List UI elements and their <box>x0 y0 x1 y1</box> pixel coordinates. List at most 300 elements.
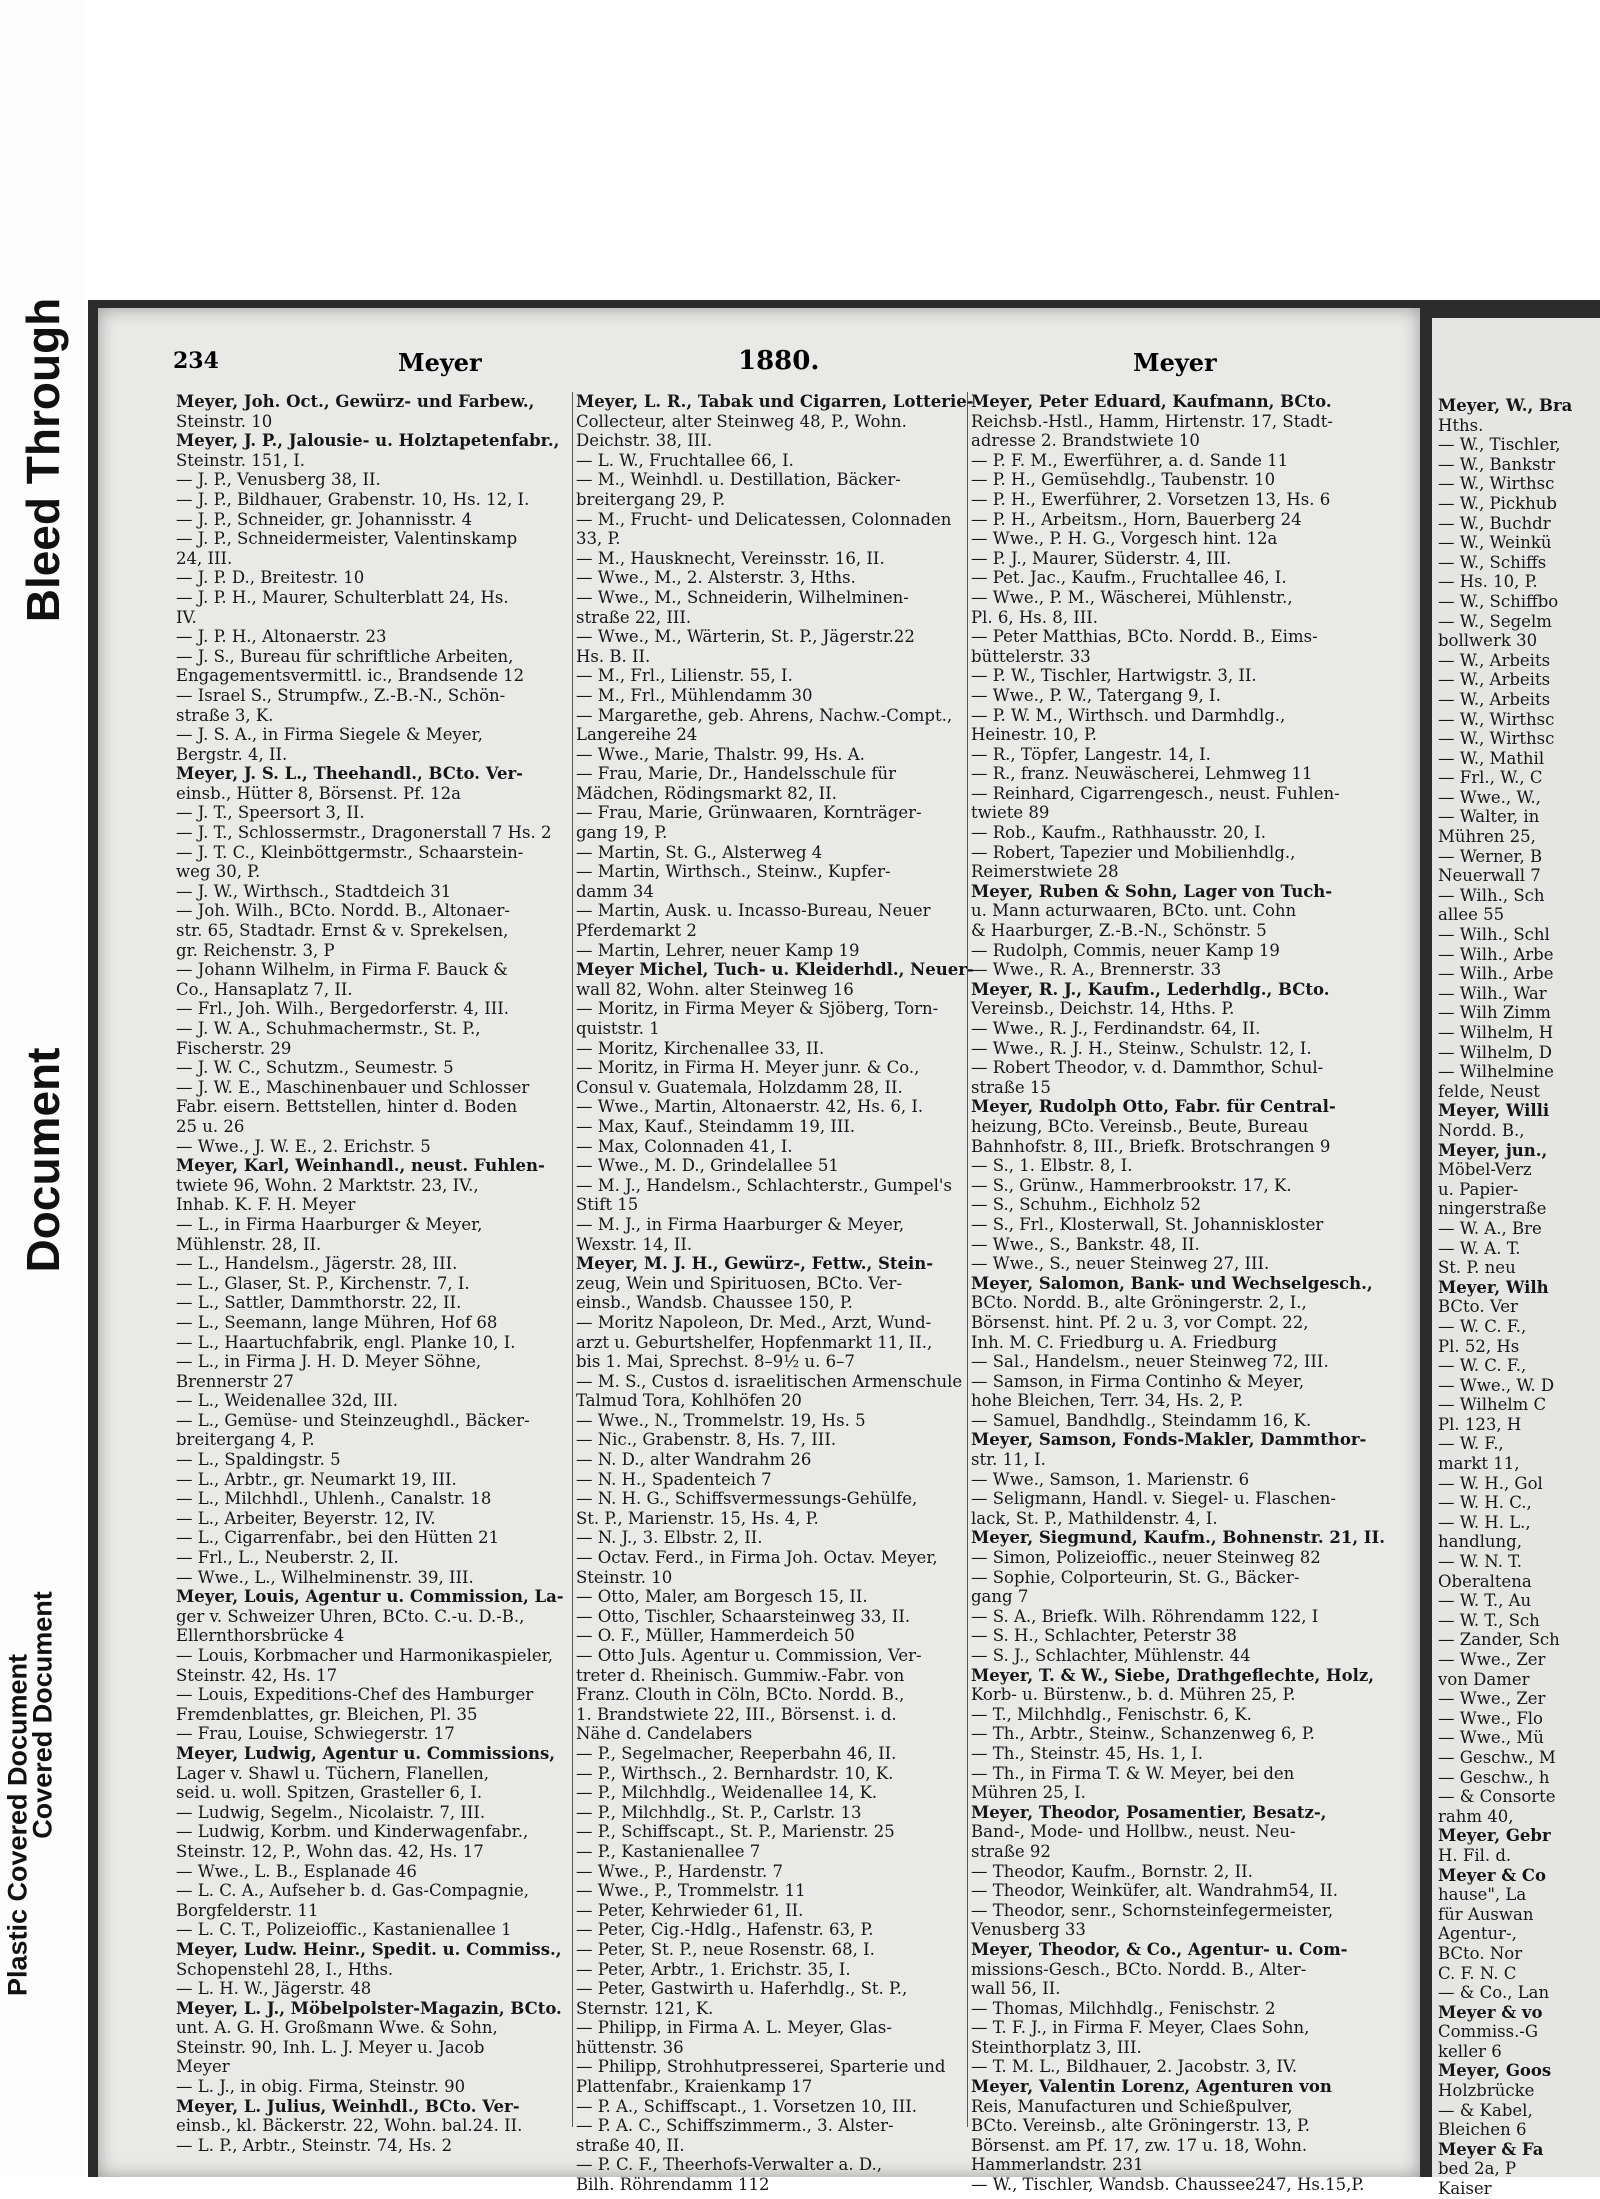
directory-entry-line: treter d. Rheinisch. Gummiw.-Fabr. von <box>576 1665 905 1685</box>
directory-entry-line: — Frau, Louise, Schwiegerstr. 17 <box>176 1724 455 1744</box>
directory-entry-line: lack, St. P., Mathildenstr. 4, I. <box>971 1508 1218 1528</box>
directory-entry-line: Steinstr. 10 <box>176 411 273 431</box>
directory-entry-line: Meyer, M. J. H., Gewürz-, Fettw., Stein- <box>576 1254 934 1274</box>
directory-entry-line: — Wwe., P. H. G., Vorgesch hint. 12a <box>971 529 1278 549</box>
directory-entry-line: — Robert Theodor, v. d. Dammthor, Schul- <box>971 1058 1324 1078</box>
directory-entry-line: — L. C. T., Polizeioffic., Kastanienallee 1 <box>176 1920 512 1940</box>
directory-entry-line: — Nic., Grabenstr. 8, Hs. 7, III. <box>576 1430 837 1450</box>
directory-entry-line: einsb., Wandsb. Chaussee 150, P. <box>576 1293 853 1313</box>
directory-entry-line: — P., Schiffscapt., St. P., Marienstr. 25 <box>576 1822 895 1842</box>
directory-entry-line: Mädchen, Rödingsmarkt 82, II. <box>576 783 837 803</box>
directory-entry-line: felde, Neust <box>1438 1081 1540 1101</box>
directory-entry-line: — Otto, Maler, am Borgesch 15, II. <box>576 1587 868 1607</box>
directory-entry-line: — W., Arbeits <box>1438 650 1551 670</box>
directory-entry-line: einsb., kl. Bäckerstr. 22, Wohn. bal.24. II. <box>176 2116 523 2136</box>
directory-entry-line: Reis, Manufacturen und Schießpulver, <box>971 2096 1293 2116</box>
directory-entry-line: Lager v. Shawl u. Tüchern, Flanellen, <box>176 1763 490 1783</box>
directory-entry-line: — M. J., Handelsm., Schlachterstr., Gumpel's <box>576 1175 952 1195</box>
directory-entry-line: — W., Arbeits <box>1438 670 1551 690</box>
directory-entry-line: Inh. M. C. Friedburg u. A. Friedburg <box>971 1332 1278 1352</box>
directory-entry-line: Meyer, Valentin Lorenz, Agenturen von <box>971 2077 1332 2097</box>
directory-entry-line: Meyer, Rudolph Otto, Fabr. für Central- <box>971 1097 1336 1117</box>
directory-entry-line: — W., Tischler, <box>1438 435 1561 455</box>
directory-entry-line: — Wwe., M., 2. Alsterstr. 3, Hths. <box>576 568 856 588</box>
directory-entry-line: C. F. N. C <box>1438 1963 1517 1983</box>
directory-entry-line: — Wwe., L. B., Esplanade 46 <box>176 1861 417 1881</box>
directory-entry-line: markt 11, <box>1438 1454 1520 1474</box>
directory-column-4 <box>1438 396 1598 2199</box>
directory-entry-line: BCto. Nor <box>1438 1943 1523 1963</box>
directory-entry-line: Meyer, J. P., Jalousie- u. Holztapetenfabr., <box>176 431 560 451</box>
directory-entry-line: Sternstr. 121, K. <box>576 1998 714 2018</box>
directory-entry-line: Steinstr. 90, Inh. L. J. Meyer u. Jacob <box>176 2037 485 2057</box>
directory-entry-line: — Martin, St. G., Alsterweg 4 <box>576 842 823 862</box>
directory-entry-line: — Peter Matthias, BCto. Nordd. B., Eims- <box>971 627 1318 647</box>
directory-entry-line: für Auswan <box>1438 1904 1534 1924</box>
directory-entry-line: Meyer, Ludwig, Agentur u. Commissions, <box>176 1743 556 1763</box>
directory-entry-line: — O. F., Müller, Hammerdeich 50 <box>576 1626 855 1646</box>
directory-entry-line: BCto. Vereinsb., alte Gröningerstr. 13, P. <box>971 2116 1310 2136</box>
directory-entry-line: — P., Wirthsch., 2. Bernhardstr. 10, K. <box>576 1763 894 1783</box>
directory-entry-line: — W., Wirthsc <box>1438 729 1555 749</box>
directory-entry-line: — Thomas, Milchhdlg., Fenischstr. 2 <box>971 1998 1276 2018</box>
directory-entry-line: — Wwe., W. D <box>1438 1375 1555 1395</box>
directory-entry-line: gang 19, P. <box>576 823 668 843</box>
directory-entry-line: Fischerstr. 29 <box>176 1038 292 1058</box>
directory-entry-line: — Sal., Handelsm., neuer Steinweg 72, III. <box>971 1352 1329 1372</box>
directory-entry-line: Mühlenstr. 28, II. <box>176 1234 322 1254</box>
directory-entry-line: — S., Schuhm., Eichholz 52 <box>971 1195 1201 1215</box>
directory-entry-line: — J. W. E., Maschinenbauer und Schlosser <box>176 1077 530 1097</box>
directory-entry-line: straße 22, III. <box>576 607 692 627</box>
directory-entry-line: IV. <box>176 607 197 627</box>
directory-entry-line: missions-Gesch., BCto. Nordd. B., Alter- <box>971 1959 1307 1979</box>
directory-entry-line: — Frl., Joh. Wilh., Bergedorferstr. 4, III. <box>176 999 510 1019</box>
directory-entry-line: twiete 96, Wohn. 2 Marktstr. 23, IV., <box>176 1175 479 1195</box>
directory-entry-line: — W., Wirthsc <box>1438 709 1555 729</box>
directory-entry-line: Talmud Tora, Kohlhöfen 20 <box>576 1391 802 1411</box>
directory-entry-line: — L., Handelsm., Jägerstr. 28, III. <box>176 1254 458 1274</box>
directory-entry-line: — Wwe., Zer <box>1438 1650 1546 1669</box>
directory-entry-line: Bilh. Röhrendamm 112 <box>576 2175 770 2195</box>
directory-entry-line: 33, P. <box>576 529 621 549</box>
directory-entry-line: — Wwe., Mü <box>1438 1728 1544 1748</box>
directory-entry-line: — W. H. L., <box>1438 1512 1531 1532</box>
directory-entry-line: bollwerk 30 <box>1438 631 1538 651</box>
directory-entry-line: — Seligmann, Handl. v. Siegel- u. Flaschen- <box>971 1489 1336 1509</box>
directory-entry-line: Kaiser <box>1438 2179 1492 2199</box>
directory-entry-line: weg 30, P. <box>176 862 261 882</box>
directory-entry-line: straße 92 <box>971 1841 1051 1861</box>
directory-entry-line: — P. F. M., Ewerführer, a. d. Sande 11 <box>971 450 1289 470</box>
directory-entry-line: — Wilh Zimm <box>1438 1003 1551 1023</box>
directory-entry-line: & Haarburger, Z.-B.-N., Schönstr. 5 <box>971 921 1267 941</box>
directory-entry-line: — S., 1. Elbstr. 8, I. <box>971 1156 1133 1176</box>
directory-entry-line: — Moritz, Kirchenallee 33, II. <box>576 1038 825 1058</box>
directory-entry-line: Schopenstehl 28, I., Hths. <box>176 1959 394 1979</box>
directory-entry-line: Meyer, Peter Eduard, Kaufmann, BCto. <box>971 392 1332 411</box>
directory-entry-line: Commiss.-G <box>1438 2022 1539 2042</box>
directory-entry-line: — W., Segelm <box>1438 611 1552 631</box>
directory-entry-line: 25 u. 26 <box>176 1116 245 1136</box>
directory-entry-line: — Wwe., Martin, Altonaerstr. 42, Hs. 6, I. <box>576 1097 924 1117</box>
directory-entry-line: — P. W., Tischler, Hartwigstr. 3, II. <box>971 666 1257 686</box>
directory-entry-line: — W. T., Au <box>1438 1591 1532 1611</box>
directory-entry-line: — M., Frucht- und Delicatessen, Colonnaden <box>576 509 952 529</box>
directory-entry-line: — Wilhelm C <box>1438 1395 1547 1415</box>
directory-entry-line: arzt u. Geburtshelfer, Hopfenmarkt 11, II., <box>576 1332 933 1352</box>
directory-entry-line: — Th., in Firma T. & W. Meyer, bei den <box>971 1763 1295 1783</box>
directory-entry-line: — S., Grünw., Hammerbrookstr. 17, K. <box>971 1175 1292 1195</box>
directory-entry-line: — W., Mathil <box>1438 748 1545 768</box>
directory-entry-line: BCto. Ver <box>1438 1297 1518 1317</box>
directory-entry-line: Holzbrücke <box>1438 2081 1535 2101</box>
directory-entry-line: — S. H., Schlachter, Peterstr 38 <box>971 1626 1237 1646</box>
directory-entry-line: — & Consorte <box>1438 1787 1556 1807</box>
directory-column-3 <box>971 392 1385 2195</box>
directory-entry-line: — Wwe., Samson, 1. Marienstr. 6 <box>971 1469 1250 1489</box>
directory-entry-line: — Rob., Kaufm., Rathhausstr. 20, I. <box>971 823 1267 843</box>
directory-entry-line: — W., Buchdr <box>1438 513 1551 533</box>
directory-entry-line: — Werner, B <box>1438 846 1543 866</box>
directory-entry-line: — L., Cigarrenfabr., bei den Hütten 21 <box>176 1528 500 1548</box>
directory-entry-line: — J. S. A., in Firma Siegele & Meyer, <box>176 725 483 745</box>
directory-entry-line: Meyer & Fa <box>1438 2139 1544 2159</box>
directory-entry-line: Plattenfabr., Kraienkamp 17 <box>576 2077 813 2097</box>
directory-entry-line: — Wilh., Arbe <box>1438 964 1554 984</box>
directory-entry-line: St. P., Marienstr. 15, Hs. 4, P. <box>576 1508 819 1528</box>
directory-entry-line: — Frl., W., C <box>1438 768 1543 788</box>
directory-entry-line: — W., Wirthsc <box>1438 474 1555 494</box>
directory-entry-line: Bleichen 6 <box>1438 2120 1527 2140</box>
directory-entry-line: allee 55 <box>1438 905 1505 925</box>
label-document: Document <box>17 1047 69 1273</box>
directory-entry-line: — Wwe., R. J., Ferdinandstr. 64, II. <box>971 1019 1261 1038</box>
directory-entry-line: — M. J., in Firma Haarburger & Meyer, <box>576 1214 905 1234</box>
directory-entry-line: — Walter, in <box>1438 807 1540 827</box>
directory-entry-line: — J. T., Schlossermstr., Dragonerstall 7 Hs. 2 <box>176 823 552 843</box>
directory-entry-line: str. 65, Stadtadr. Ernst & v. Sprekelsen, <box>176 921 509 941</box>
directory-entry-line: — P., Milchhdlg., St. P., Carlstr. 13 <box>576 1802 862 1822</box>
directory-entry-line: — Louis, Expeditions-Chef des Hamburger <box>176 1685 534 1705</box>
directory-entry-line: — W., Schiffs <box>1438 552 1547 572</box>
directory-entry-line: — W., Arbeits <box>1438 689 1551 709</box>
directory-entry-line: — W. H., Gol <box>1438 1473 1543 1493</box>
directory-entry-line: — Israel S., Strumpfw., Z.-B.-N., Schön- <box>176 685 506 705</box>
directory-entry-line: handlung, <box>1438 1532 1522 1552</box>
directory-entry-line: wall 56, II. <box>971 1979 1061 1999</box>
directory-entry-line: Bergstr. 4, II. <box>176 744 288 764</box>
directory-entry-line: — Zander, Sch <box>1438 1630 1560 1650</box>
directory-entry-line: adresse 2. Brandstwiete 10 <box>971 431 1200 451</box>
directory-entry-line: breitergang 29, P. <box>576 489 726 509</box>
directory-entry-line: Mühren 25, <box>1438 827 1536 847</box>
directory-entry-line: Steinstr. 42, Hs. 17 <box>176 1665 338 1685</box>
directory-entry-line: Meyer, Goos <box>1438 2061 1552 2081</box>
directory-entry-line: — Peter, Cig.-Hdlg., Hafenstr. 63, P. <box>576 1920 874 1940</box>
directory-entry-line: Heinestr. 10, P. <box>971 725 1097 745</box>
directory-entry-line: — Wwe., M., Wärterin, St. P., Jägerstr.22 <box>576 627 915 647</box>
directory-entry-line: — W. F., <box>1438 1434 1504 1454</box>
directory-entry-line: — Rudolph, Commis, neuer Kamp 19 <box>971 940 1280 960</box>
directory-entry-line: — Wilh., Sch <box>1438 885 1545 905</box>
directory-entry-line: — Geschw., h <box>1438 1767 1550 1787</box>
directory-entry-line: von Damer <box>1438 1669 1530 1689</box>
directory-entry-line: H. Fil. d. <box>1438 1845 1512 1865</box>
directory-entry-line: — & Co., Lan <box>1438 1983 1550 2003</box>
directory-entry-line: keller 6 <box>1438 2041 1502 2061</box>
directory-entry-line: Pl. 123, H <box>1438 1414 1522 1434</box>
directory-entry-line: — Wilh., War <box>1438 983 1547 1003</box>
directory-entry-line: Meyer, R. J., Kaufm., Lederhdlg., BCto. <box>971 979 1330 999</box>
directory-entry-line: Deichstr. 38, III. <box>576 431 713 451</box>
directory-entry-line: — Wwe., P. W., Tatergang 9, I. <box>971 685 1221 705</box>
directory-entry-line: — J. P. H., Maurer, Schulterblatt 24, Hs. <box>176 587 509 607</box>
directory-entry-line: Meyer & Co <box>1438 1865 1547 1885</box>
directory-entry-line: — Martin, Wirthsch., Steinw., Kupfer- <box>576 862 891 882</box>
directory-entry-line: Steinthorplatz 3, III. <box>971 2037 1142 2057</box>
directory-entry-line: — Sophie, Colporteurin, St. G., Bäcker- <box>971 1567 1300 1587</box>
directory-entry-line: — R., Töpfer, Langestr. 14, I. <box>971 744 1211 764</box>
directory-entry-line: Wexstr. 14, II. <box>576 1234 693 1254</box>
directory-entry-line: Steinstr. 10 <box>576 1567 673 1587</box>
directory-entry-line: — M., Frl., Mühlendamm 30 <box>576 685 813 705</box>
directory-entry-line: twiete 89 <box>971 803 1050 823</box>
directory-entry-line: einsb., Hütter 8, Börsenst. Pf. 12a <box>176 783 461 803</box>
directory-entry-line: — P. H., Gemüsehdlg., Taubenstr. 10 <box>971 470 1276 490</box>
directory-entry-line: — Philipp, Strohhutpresserei, Sparterie und <box>576 2057 946 2077</box>
directory-entry-line: hause", La <box>1438 1885 1527 1905</box>
directory-entry-line: — P. A. C., Schiffszimmerm., 3. Alster- <box>576 2116 894 2136</box>
directory-entry-line: — L., in Firma Haarburger & Meyer, <box>176 1214 483 1234</box>
directory-entry-line: Meyer, Louis, Agentur u. Commission, La- <box>176 1587 564 1607</box>
directory-entry-line: Consul v. Guatemala, Holzdamm 28, II. <box>576 1077 903 1097</box>
directory-column-1 <box>176 392 586 2155</box>
directory-entry-line: Hs. B. II. <box>576 646 651 666</box>
directory-entry-line: — M., Weinhdl. u. Destillation, Bäcker- <box>576 470 901 490</box>
directory-entry-line: — Wwe., Zer <box>1438 1689 1546 1709</box>
directory-entry-line: — W., Pickhub <box>1438 493 1557 513</box>
directory-entry-line: — Philipp, in Firma A. L. Meyer, Glas- <box>576 2018 892 2038</box>
directory-entry-line: — W. C. F., <box>1438 1356 1527 1376</box>
directory-entry-line: — Wilh., Schl <box>1438 925 1550 945</box>
directory-entry-line: — Theodor, Weinküfer, alt. Wandrahm54, II. <box>971 1881 1339 1901</box>
directory-entry-line: straße 3, K. <box>176 705 274 725</box>
directory-entry-line: — R., franz. Neuwäscherei, Lehmweg 11 <box>971 764 1313 784</box>
directory-entry-line: Meyer, Karl, Weinhandl., neust. Fuhlen- <box>176 1156 545 1176</box>
directory-entry-line: — Frau, Marie, Grünwaaren, Kornträger- <box>576 803 922 823</box>
directory-entry-line: — J. W. A., Schuhmachermstr., St. P., <box>176 1019 481 1038</box>
directory-entry-line: — Th., Steinstr. 45, Hs. 1, I. <box>971 1743 1203 1763</box>
directory-entry-line: — J. P., Schneider, gr. Johannisstr. 4 <box>176 509 473 529</box>
directory-entry-line: seid. u. woll. Spitzen, Grasteller 6, I. <box>176 1783 483 1803</box>
directory-entry-line: Meyer, Wilh <box>1438 1277 1549 1297</box>
directory-entry-line: Vereinsb., Deichstr. 14, Hths. P. <box>971 999 1235 1019</box>
directory-entry-line: — J. P. D., Breitestr. 10 <box>176 568 365 588</box>
left-running-title: Meyer <box>398 348 482 377</box>
directory-entry-line: — L., Arbeiter, Beyerstr. 12, IV. <box>176 1508 436 1528</box>
directory-entry-line: — Peter, Gastwirth u. Haferhdlg., St. P., <box>576 1979 908 1999</box>
directory-entry-line: Pl. 52, Hs <box>1438 1336 1520 1356</box>
directory-entry-line: — L. P., Arbtr., Steinstr. 74, Hs. 2 <box>176 2135 453 2155</box>
directory-entry-line: Bahnhofstr. 8, III., Briefk. Brotschrangen 9 <box>971 1136 1331 1156</box>
directory-entry-line: — Louis, Korbmacher und Harmonikaspieler, <box>176 1646 553 1665</box>
page-number: 234 <box>173 348 219 374</box>
directory-entry-line: Nähe d. Candelabers <box>576 1724 753 1744</box>
directory-entry-line: — L. W., Fruchtallee 66, I. <box>576 450 794 470</box>
directory-entry-line: — Moritz, in Firma Meyer & Sjöberg, Torn- <box>576 999 939 1019</box>
directory-entry-line: — Wilhelm, D <box>1438 1042 1553 1062</box>
directory-entry-line: — L., Spaldingstr. 5 <box>176 1450 341 1470</box>
directory-entry-line: Börsenst. hint. Pf. 2 u. 3, vor Compt. 22, <box>971 1312 1309 1332</box>
directory-entry-line: Collecteur, alter Steinweg 48, P., Wohn. <box>576 411 907 431</box>
directory-entry-line: — J. P., Schneidermeister, Valentinskamp <box>176 529 518 549</box>
directory-entry-line: — Peter, Arbtr., 1. Erichstr. 35, I. <box>576 1959 851 1979</box>
directory-entry-line: straße 40, II. <box>576 2135 685 2155</box>
directory-entry-line: gang 7 <box>971 1587 1029 1607</box>
directory-entry-line: — P. J., Maurer, Süderstr. 4, III. <box>971 548 1232 568</box>
directory-entry-line: — N. J., 3. Elbstr. 2, II. <box>576 1528 763 1548</box>
directory-entry-line: Fremdenblattes, gr. Bleichen, Pl. 35 <box>176 1704 478 1724</box>
directory-entry-line: — L., Weidenallee 32d, III. <box>176 1391 399 1411</box>
directory-entry-line: Meyer, Theodor, Posamentier, Besatz-, <box>971 1802 1327 1822</box>
directory-entry-line: BCto. Nordd. B., alte Gröningerstr. 2, I., <box>971 1293 1307 1313</box>
directory-entry-line: — Max, Colonnaden 41, I. <box>576 1136 793 1156</box>
directory-entry-line: — J. T., Speersort 3, II. <box>176 803 365 823</box>
directory-entry-line: — P., Milchhdlg., Weidenallee 14, K. <box>576 1783 878 1803</box>
right-running-title: Meyer <box>1133 348 1217 377</box>
directory-entry-line: Inhab. K. F. H. Meyer <box>176 1195 356 1215</box>
directory-entry-line: — P. H., Ewerführer, 2. Vorsetzen 13, Hs. 6 <box>971 489 1331 509</box>
directory-entry-line: — Moritz, in Firma H. Meyer junr. & Co., <box>576 1058 920 1078</box>
label-plastic-covered-document: Plastic Covered Document <box>2 1653 33 1997</box>
directory-entry-line: Franz. Clouth in Cöln, BCto. Nordd. B., <box>576 1685 905 1705</box>
directory-entry-line: Hths. <box>1438 415 1484 435</box>
directory-entry-line: bed 2a, P <box>1438 2159 1517 2179</box>
directory-entry-line: — Otto, Tischler, Schaarsteinweg 33, II. <box>576 1606 911 1626</box>
directory-entry-line: — P., Segelmacher, Reeperbahn 46, II. <box>576 1743 897 1763</box>
directory-entry-line: — Wwe., S., Bankstr. 48, II. <box>971 1234 1200 1254</box>
directory-entry-line: — Wwe., J. W. E., 2. Erichstr. 5 <box>176 1136 431 1156</box>
directory-entry-line: — Samuel, Bandhdlg., Steindamm 16, K. <box>971 1410 1312 1430</box>
directory-entry-line: Meyer, Salomon, Bank- und Wechselgesch., <box>971 1273 1373 1293</box>
directory-entry-line: Reimerstwiete 28 <box>971 862 1119 882</box>
directory-entry-line: bis 1. Mai, Sprechst. 8–9½ u. 6–7 <box>576 1352 855 1372</box>
directory-entry-line: — Wwe., P., Trommelstr. 11 <box>576 1881 806 1901</box>
directory-entry-line: Korb- u. Bürstenw., b. d. Mühren 25, P. <box>971 1685 1296 1705</box>
directory-entry-line: — Martin, Lehrer, neuer Kamp 19 <box>576 940 860 960</box>
directory-entry-line: — Margarethe, geb. Ahrens, Nachw.-Compt., <box>576 705 953 725</box>
directory-entry-line: wall 82, Wohn. alter Steinweg 16 <box>576 979 854 999</box>
directory-entry-line: — L., Milchhdl., Uhlenh., Canalstr. 18 <box>176 1489 492 1509</box>
directory-entry-line: Stift 15 <box>576 1195 639 1215</box>
directory-entry-line: — Geschw., M <box>1438 1747 1556 1767</box>
directory-entry-line: — W., Schiffbo <box>1438 591 1559 611</box>
directory-entry-line: — Reinhard, Cigarrengesch., neust. Fuhlen- <box>971 783 1340 803</box>
directory-entry-line: Meyer Michel, Tuch- u. Kleiderhdl., Neuer- <box>576 960 974 980</box>
directory-entry-line: straße 15 <box>971 1077 1051 1097</box>
directory-entry-line: — Wwe., N., Trommelstr. 19, Hs. 5 <box>576 1410 866 1430</box>
directory-entry-line: — L. C. A., Aufseher b. d. Gas-Compagnie, <box>176 1881 530 1901</box>
directory-entry-line: — Wwe., P. M., Wäscherei, Mühlenstr., <box>971 587 1293 607</box>
directory-entry-line: Oberaltena <box>1438 1571 1532 1591</box>
document-type-sidebar <box>0 0 86 2177</box>
directory-entry-line: Pl. 6, Hs. 8, III. <box>971 607 1098 627</box>
directory-entry-line: breitergang 4, P. <box>176 1430 315 1450</box>
directory-entry-line: — Pet. Jac., Kaufm., Fruchtallee 46, I. <box>971 568 1287 588</box>
directory-entry-line: — Samson, in Firma Continho & Meyer, <box>971 1371 1305 1391</box>
directory-entry-line: 24, III. <box>176 548 233 568</box>
directory-entry-line: Hammerlandstr. 231 <box>971 2155 1144 2175</box>
directory-entry-line: str. 11, I. <box>971 1450 1046 1470</box>
directory-entry-line: — L., Glaser, St. P., Kirchenstr. 7, I. <box>176 1273 470 1293</box>
directory-entry-line: büttelerstr. 33 <box>971 646 1091 666</box>
directory-entry-line: — S. J., Schlachter, Mühlenstr. 44 <box>971 1646 1251 1665</box>
directory-entry-line: u. Papier- <box>1438 1179 1519 1199</box>
directory-entry-line: — & Kabel, <box>1438 2100 1533 2120</box>
directory-entry-line: unt. A. G. H. Großmann Wwe. & Sohn, <box>176 2018 498 2038</box>
adjacent-page-fragment <box>1432 318 1600 2199</box>
directory-entry-line: — Johann Wilhelm, in Firma F. Bauck & <box>176 960 508 980</box>
directory-entry-line: Reichsb.-Hstl., Hamm, Hirtenstr. 17, Stadt- <box>971 411 1333 431</box>
directory-entry-line: — M. S., Custos d. israelitischen Armenschule <box>576 1371 963 1391</box>
directory-entry-line: Meyer, Theodor, & Co., Agentur- u. Com- <box>971 1939 1348 1959</box>
directory-entry-line: — J. P., Venusberg 38, II. <box>176 470 381 490</box>
directory-entry-line: — Frl., L., Neuberstr. 2, II. <box>176 1548 399 1568</box>
directory-entry-line: — L., Gemüse- und Steinzeughdl., Bäcker- <box>176 1410 530 1430</box>
directory-entry-line: — Wwe., M., Schneiderin, Wilhelminen- <box>576 587 909 607</box>
directory-entry-line: ningerstraße <box>1438 1199 1547 1219</box>
directory-entry-line: — J. T. C., Kleinböttgermstr., Schaarstein- <box>176 842 524 862</box>
directory-entry-line: — T., Milchhdlg., Fenischstr. 6, K. <box>971 1704 1252 1724</box>
directory-entry-line: — Wwe., S., neuer Steinweg 27, III. <box>971 1254 1270 1274</box>
directory-entry-line: Meyer, Gebr <box>1438 1826 1551 1846</box>
directory-entry-line: Mühren 25, I. <box>971 1783 1086 1803</box>
directory-entry-line: 1. Brandstwiete 22, III., Börsenst. i. d. <box>576 1704 897 1724</box>
directory-entry-line: ger v. Schweizer Uhren, BCto. C.-u. D.-B., <box>176 1606 525 1626</box>
directory-entry-line: Meyer, W., Bra <box>1438 396 1573 415</box>
directory-entry-line: Band-, Mode- und Hollbw., neust. Neu- <box>971 1822 1296 1842</box>
directory-entry-line: — Wwe., M. D., Grindelallee 51 <box>576 1156 839 1176</box>
directory-entry-line: Co., Hansaplatz 7, II. <box>176 979 353 999</box>
directory-entry-line: Meyer, Siegmund, Kaufm., Bohnenstr. 21, II. <box>971 1528 1385 1548</box>
directory-entry-line: Meyer, Joh. Oct., Gewürz- und Farbew., <box>176 392 535 411</box>
directory-entry-line: — M., Hausknecht, Vereinsstr. 16, II. <box>576 548 885 568</box>
directory-entry-line: Meyer, J. S. L., Theehandl., BCto. Ver- <box>176 764 524 784</box>
directory-entry-line: — J. W. C., Schutzm., Seumestr. 5 <box>176 1058 454 1078</box>
directory-entry-line: Nordd. B., <box>1438 1120 1525 1140</box>
directory-entry-line: — L. H. W., Jägerstr. 48 <box>176 1979 372 1999</box>
directory-entry-line: Pferdemarkt 2 <box>576 921 697 941</box>
directory-entry-line: — Wilh., Arbe <box>1438 944 1554 964</box>
directory-column-2 <box>576 392 981 2195</box>
directory-entry-line: Engagementsvermittl. ic., Brandsende 12 <box>176 666 525 686</box>
directory-entry-line: — Ludwig, Segelm., Nicolaistr. 7, III. <box>176 1802 486 1822</box>
directory-entry-line: — S., Frl., Klosterwall, St. Johanniskloster <box>971 1214 1324 1234</box>
directory-entry-line: — Th., Arbtr., Steinw., Schanzenweg 6, P. <box>971 1724 1315 1744</box>
directory-entry-line: hohe Bleichen, Terr. 34, Hs. 2, P. <box>971 1391 1244 1411</box>
directory-entry-line: Meyer, Ludw. Heinr., Spedit. u. Commiss., <box>176 1939 562 1959</box>
directory-entry-line: — Hs. 10, P. <box>1438 572 1538 592</box>
directory-entry-line: — T. F. J., in Firma F. Meyer, Claes Sohn, <box>971 2018 1310 2038</box>
directory-entry-line: — Frau, Marie, Dr., Handelsschule für <box>576 764 897 784</box>
label-bleed-through: Bleed Through <box>17 297 69 623</box>
directory-entry-line: — P. C. F., Theerhofs-Verwalter a. D., <box>576 2155 882 2175</box>
directory-entry-line: Meyer, L. J., Möbelpolster-Magazin, BCto. <box>176 1998 562 2018</box>
directory-entry-line: — Joh. Wilh., BCto. Nordd. B., Altonaer- <box>176 901 510 921</box>
directory-entry-line: — W. H. C., <box>1438 1493 1532 1513</box>
directory-entry-line: — Peter, St. P., neue Rosenstr. 68, I. <box>576 1939 875 1959</box>
